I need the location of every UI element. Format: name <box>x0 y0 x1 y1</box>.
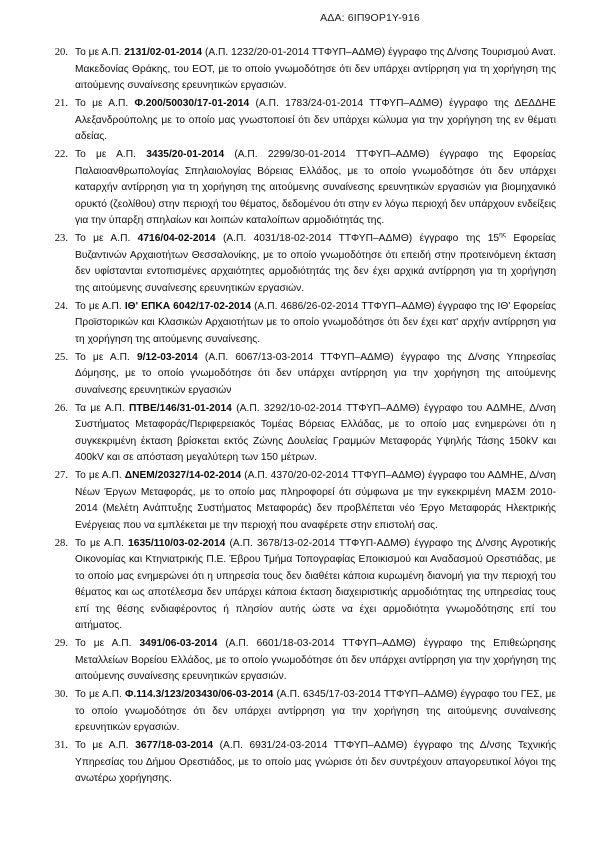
item-body: (Α.Π. 2299/30-01-2014 ΤΤΦΥΠ–ΑΔΜΘ) έγγραφο της Εφορείας Παλαιοανθρωπολογίας Σπηλαιολογίας Βόρειας Ελλάδος, με το οποίο γνωμοδότησε ότι δεν υπάρχει καταρχήν αντίρρηση για τη χορήγηση της αιτούμενης συναίνεσης ερευνητικών εργασιών για βιομηχανικό ορυκτό (ζεολίθου) στην περιοχή του θέματος, δεδομένου ότι στην εν λόγω περιοχή δεν υπάρχουν ενδείξεις για την ύπαρξη σπηλαίων και λοιπών καταλοίπων αρμοδιότητάς της. <box>75 149 556 226</box>
item-prefix: Το με Α.Π. <box>75 470 125 481</box>
list-item <box>44 536 556 635</box>
protocol-reference: ΔΝΕΜ/20327/14-02-2014 <box>124 470 242 481</box>
item-prefix: Τα με Α.Π. <box>75 402 129 414</box>
list-item-number: 31. <box>54 740 68 751</box>
list-item-text <box>75 231 556 297</box>
list-item-text <box>75 636 556 686</box>
item-body-continued: Εφορείας Βυζαντινών Αρχαιοτήτων Θεσσαλονίκης, με το οποίο γνωμοδότησε ότι επειδή στην προτεινόμενη έκταση δεν υφίστανται εντοπισμένες αρχαιότητες αρμοδιότητάς της δεν έχει αρχικά αντίρρηση για τη χορήγηση της αιτούμενης συναίνεσης ερευνητικών εργασιών. <box>75 233 556 294</box>
list-item <box>44 401 556 467</box>
protocol-reference: ΠΤΒΕ/146/31-01-2014 <box>128 402 232 414</box>
list-item <box>44 147 556 230</box>
ada-header-code: ΑΔΑ: 6ΙΠ9ΟΡ1Υ-916 <box>320 12 420 24</box>
list-item <box>44 231 556 297</box>
list-item-text <box>75 350 556 400</box>
list-item-number: 23. <box>54 233 68 244</box>
numbered-item-list <box>44 45 556 788</box>
list-item-text <box>75 536 556 635</box>
list-item <box>44 45 556 95</box>
item-body: (Α.Π. 1232/20-01-2014 ΤΤΦΥΠ–ΑΔΜΘ) έγγραφο της Δ/νσης Τουρισμού Ανατ. Μακεδονίας Θράκης, του ΕΟΤ, με το οποίο γνωμοδότησε ότι δεν υπάρχει αντίρρηση για τη χορήγηση της αιτούμενης συναίνεσης ερευνητικών εργασιών. <box>75 47 556 91</box>
list-item-number: 25. <box>54 351 68 363</box>
item-body: (Α.Π. 6345/17-03-2014 ΤΤΦΥΠ–ΑΔΜΘ) έγγραφο του ΓΕΣ, με το οποίο γνωμοδότησε ότι δεν υπάρχει αντίρρηση για την χορήγηση της αιτούμενης συναίνεσης ερευνητικών εργασιών. <box>75 689 556 733</box>
ordinal-superscript: ης <box>499 231 506 239</box>
protocol-reference: Φ.114.3/123/203430/06-03-2014 <box>125 689 274 700</box>
item-prefix: Το με Α.Π. <box>75 47 125 58</box>
item-prefix: Το με Α.Π. <box>75 233 138 244</box>
list-item-number: 24. <box>54 300 68 312</box>
list-item-text <box>75 299 556 349</box>
list-item-number: 27. <box>54 470 68 481</box>
list-item-number: 22. <box>54 149 68 160</box>
list-item-number: 30. <box>54 689 68 700</box>
list-item-number: 28. <box>54 537 68 549</box>
list-item-text <box>75 147 556 230</box>
item-prefix: Το με Α.Π. <box>75 300 125 312</box>
list-item-number: 29. <box>54 638 68 649</box>
protocol-reference: Φ.200/50030/17-01-2014 <box>134 98 250 109</box>
item-prefix: Το με Α.Π. <box>75 537 129 549</box>
list-item <box>44 468 556 534</box>
list-item-text <box>75 468 556 534</box>
item-body: (Α.Π. 4031/18-02-2014 ΤΤΦΥΠ–ΑΔΜΘ) έγγραφο της 15 <box>215 233 500 244</box>
item-prefix: Το με Α.Π. <box>75 98 135 109</box>
protocol-reference: 3435/20-01-2014 <box>146 149 225 160</box>
list-item <box>44 738 556 788</box>
item-body: (Α.Π. 1783/24-01-2014 ΤΤΦΥΠ–ΑΔΜΘ) έγγραφο της ΔΕΔΔΗΕ Αλεξανδρούπολης με το οποίο μας γνωστοποιεί ότι δεν υπάρχει κώλυμα για την χορήγηση της εν θέματι αδείας. <box>75 98 556 142</box>
list-item-text <box>75 687 556 737</box>
list-item-number: 20. <box>54 47 68 58</box>
list-item-number: 26. <box>54 402 68 414</box>
protocol-reference: 3491/06-03-2014 <box>139 638 218 649</box>
list-item-text <box>75 45 556 95</box>
list-item <box>44 350 556 400</box>
item-prefix: Το με Α.Π. <box>75 351 137 363</box>
item-body: (Α.Π. 6931/24-03-2014 ΤΤΦΥΠ–ΑΔΜΘ) έγγραφο της Δ/νσης Τεχνικής Υπηρεσίας του Δήμου Ορεστιάδος, με το οποίο μας γνώρισε ότι δεν συντρέχουν απαγορευτικοί λόγοι της ανωτέρω χορήγησης. <box>75 740 556 784</box>
protocol-reference: ΙΘ' ΕΠΚΑ 6042/17-02-2014 <box>124 300 252 312</box>
list-item <box>44 636 556 686</box>
item-prefix: Το με Α.Π. <box>75 689 126 700</box>
item-prefix: Το με Α.Π. <box>75 149 147 160</box>
item-body: (Α.Π. 6067/13-03-2014 ΤΤΦΥΠ–ΑΔΜΘ) έγγραφο της Δ/νσης Υπηρεσίας Δόμησης, με το οποίο γνωμοδότησε ότι δεν υπάρχει αντίρρηση για την χορήγηση της αιτούμενης συναίνεσης ερευνητικών εργασιών <box>75 351 556 396</box>
protocol-reference: 3677/18-03-2014 <box>135 740 214 751</box>
item-body: (Α.Π. 3678/13-02-2014 ΤΤΦΥΠ-ΑΔΜΘ) έγγραφο της Δ/νσης Αγροτικής Οικονομίας και Κτηνιατρικής Π.Ε. Έβρου Τμήμα Τοπογραφίας Εποικισμού και Αναδασμού Ορεστιάδας, με το οποίο μας ενημερώνει ότι η υπηρεσία τους δεν διαθέτει κάποια κυρωμένη διανομή για την περιοχή του θέματος και ως αποτέλεσμα δεν υπάρχει κάποια έκταση διαχειριστικής αρμοδιότητας της υπηρεσίας τους επί της θέσης ενδιαφέροντος ή πλησίον αυτής ώστε να έχει αρμοδιότητα γνωμοδότησης επί του αιτήματος. <box>75 537 556 631</box>
protocol-reference: 9/12-03-2014 <box>136 351 198 363</box>
protocol-reference: 1635/110/03-02-2014 <box>128 537 226 549</box>
list-item-number: 21. <box>54 98 68 109</box>
item-body: (Α.Π. 6601/18-03-2014 ΤΤΦΥΠ–ΑΔΜΘ) έγγραφο της Επιθεώρησης Μεταλλείων Βορείου Ελλάδος, με το οποίο γνωμοδότησε ότι δεν υπάρχει αντίρρηση για την χορήγηση της αιτούμενης συναίνεσης ερευνητικών εργασιών. <box>75 638 556 682</box>
item-body: (Α.Π. 4370/20-02-2014 ΤΤΦΥΠ–ΑΔΜΘ) έγγραφο του ΑΔΜΗΕ, Δ/νση Νέων Έργων Μεταφοράς, με το οποίο μας πληροφορεί ότι σύμφωνα με την εγκεκριμένη ΜΑΣΜ 2010-2014 (Μελέτη Ανάπτυξης Συστήματος Μεταφοράς) δεν προβλέπεται νέο Έργο Μεταφοράς Ηλεκτρικής Ενέργειας που να εμπλέκεται με την περιοχή που αναφέρετε στην επιστολή σας. <box>75 470 556 531</box>
item-prefix: Το με Α.Π. <box>75 740 136 751</box>
protocol-reference: 2131/02-01-2014 <box>124 47 203 58</box>
item-body: (Α.Π. 3292/10-02-2014 ΤΤΦΥΠ–ΑΔΜΘ) έγγραφο του ΑΔΜΗΕ, Δ/νση Συστήματος Μεταφοράς/Περιφερειακός Τομέας Βόρειας Ελλάδας, με το οποίο μας ενημερώνει ότι η συγκεκριμένη έκταση βρίσκεται εκτός Ζώνης Δουλείας Γραμμών Μεταφοράς Υψηλής Τάσης 150kV και 400kV και σε απόσταση μεγαλύτερη των 150 μέτρων. <box>75 402 556 463</box>
list-item <box>44 96 556 146</box>
list-item-text <box>75 738 556 788</box>
item-body: (Α.Π. 4686/26-02-2014 ΤΤΦΥΠ–ΑΔΜΘ) έγγραφο της ΙΘ' Εφορείας Προϊστορικών και Κλασικών Αρχαιοτήτων με το οποίο γνωμοδότησε ότι δεν έχει κατ' αρχήν αντίρρηση για τη χορήγηση της αιτούμενης συναίνεσης. <box>75 300 556 345</box>
list-item-text <box>75 401 556 467</box>
item-prefix: Το με Α.Π. <box>75 638 140 649</box>
list-item <box>44 687 556 737</box>
list-item <box>44 299 556 349</box>
list-item-text <box>75 96 556 146</box>
document-body <box>44 45 556 789</box>
protocol-reference: 4716/04-02-2014 <box>137 233 216 244</box>
